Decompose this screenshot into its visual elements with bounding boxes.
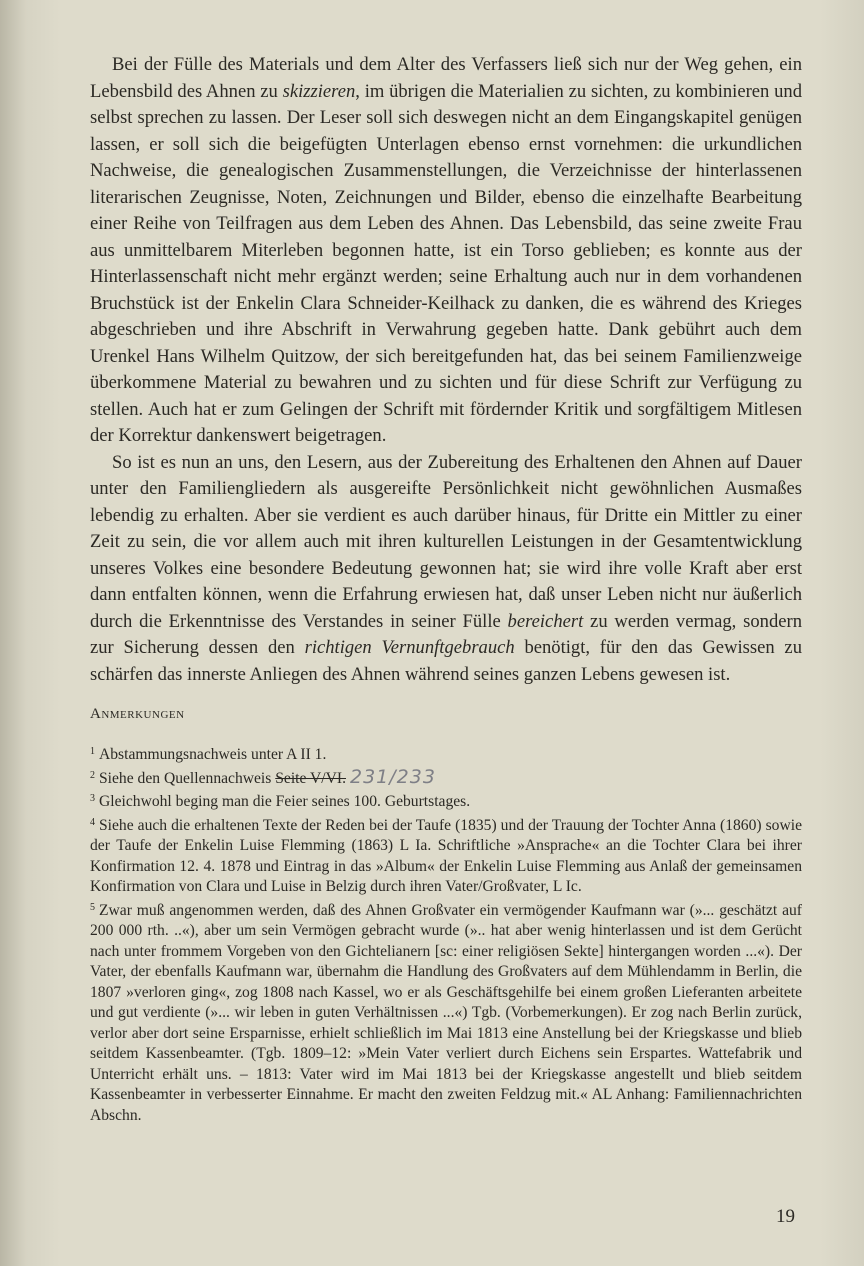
footnote-1: $^1$ Abstammungsnachweis unter A II 1. <box>90 746 327 763</box>
emphasis-bereichert: bereichert <box>507 610 584 632</box>
page-number: 19 <box>776 1206 795 1227</box>
pencil-annotation: 231/233 <box>350 765 436 788</box>
footnote-number: 4 <box>90 816 95 828</box>
footnote-2: $^2$ Siehe den Quellennachweis Seite V/VI. 231/233 <box>90 765 436 788</box>
footnote-3: $^3$ Gleichwohl beging man die Feier seines 100. Geburtstages. <box>90 793 471 810</box>
footnote-number: 3 <box>90 793 95 804</box>
paragraph-1: Bei der Fülle des Materials und dem Alter des Verfassers ließ sich nur der Weg gehen, ein Lebensbild des Ahnen zu skizzieren, im übrigen die Materialien zu sichten, zu kombinieren und selbst sprechen zu lassen. Der Leser soll sich deswegen nicht an dem Eingangskapitel genügen lassen, er soll sich die beigefügten Unterlagen ebenso ernst vornehmen: die urkundlichen Nachweise, die genealogischen Zusammenstellungen, die Verzeichnisse der hinterlassenen literarischen Zeugnisse, Noten, Zeichnungen und Bilder, ebenso die einzelhafte Bearbeitung einer Reihe von Teilfragen aus dem Leben des Ahnen. Das Lebensbild, das seine zweite Frau aus unmittelbarem Miterleben begonnen hatte, ist ein Torso geblieben; es konnte aus der Hinterlassenschaft nicht mehr ergänzt werden; seine Erhaltung auch nur in dem vorhandenen Bruchstück ist der Enkelin Clara Schneider-Keilhack zu danken, die es während des Krieges abgeschrieben und ihre Abschrift in Verwahrung gegeben hatte. Dank gebührt auch dem Urenkel Hans Wilhelm Quitzow, der sich bereitgefunden hat, das bei seinem Familienzweige überkommene Material zu bewahren und zu sichten und für diese Schrift zur Verfügung zu stellen. Auch hat er zum Gelingen der Schrift mit fördernder Kritik und sorgfältigem Mitlesen der Korrektur dankenswert beigetragen. <box>90 54 803 446</box>
footnote-5: $^5$ Zwar muß angenommen werden, daß des Ahnen Großvater ein vermögender Kaufmann war (»... geschätzt auf 200 000 rth. ..«), aber um sein Vermögen gebracht wurde (».. hat aber wenig hinterlassen und ist dem Gerücht nach unter frommem Vorgeben von den Gichtelianern [sc: einer religiösen Sekte] hintergangen worden ...«). Der Vater, der ebenfalls Kaufmann war, übernahm die Handlung des Großvaters auf dem Mühlendamm in Berlin, die 1807 »verloren ging«, zog 1808 nach Kassel, wo er als Geschäftsgehilfe bei einem großen Lieferanten arbeitete und gut verdiente (»... wir leben in guten Verhältnissen ...«) Tgb. (Vorbemerkungen). Er zog nach Berlin zurück, verlor aber dort seine Ersparnisse, erhielt schließlich im Mai 1813 eine Anstellung bei der Kriegskasse und blieb seitdem Kassenbeamter. (Tgb. 1809–12: »Mein Vater verliert durch Eichens sein Erspartes. Wattefabrik und Unterricht erhält uns. – 1813: Vater wird im Mai 1813 bei der Kriegskasse angestellt und blieb seitdem Kassenbeamter in verbesserter Einnahme. Er macht den zweiten Feldzug mit.« AL Anhang: Familiennachrichten Abschn. <box>90 901 802 1124</box>
footnote-4: $^4$ Siehe auch die erhaltenen Texte der Reden bei der Taufe (1835) und der Trauung der Tochter Anna (1860) sowie der Taufe der Enkelin Luise Flemming (1863) L Ia. Schriftliche »Ansprache« an die Tochter Clara bei ihrer Konfirmation 12. 4. 1878 und Eintrag in das »Album« der Enkelin Luise Flemming aus Anlaß der gemeinsamen Konfirmation von Clara und Luise in Belzig durch ihren Vater/Großvater, L Ic. <box>90 816 802 895</box>
emphasis-vernunftgebrauch: richtigen Vernunftgebrauch <box>304 637 515 658</box>
footnotes <box>90 742 802 1126</box>
struck-reference: Seite V/VI. <box>275 769 346 787</box>
footnote-number: 1 <box>90 746 95 757</box>
footnote-number: 2 <box>90 769 95 781</box>
footnote-number: 5 <box>90 901 95 913</box>
main-text <box>90 52 802 688</box>
paragraph-2: So ist es nun an uns, den Lesern, aus der Zubereitung des Erhaltenen den Ahnen auf Dauer unter den Familiengliedern als ausgereifte Persönlichkeit nicht gewöhnlichen Ausmaßes lebendig zu erhalten. Aber sie verdient es auch darüber hinaus, für Dritte ein Mittler zu einer Zeit zu sein, die vor allem auch mit ihren kulturellen Leistungen in der Gesamtentwicklung unseres Volkes eine besondere Bedeutung gewonnen hat; sie wird ihre volle Kraft aber erst dann entfalten können, wenn die Erfahrung erwiesen hat, daß unser Leben nicht nur äußerlich durch die Erkenntnisse des Verstandes in seiner Fülle bereichert zu werden vermag, sondern zur Sicherung dessen den richtigen Vernunftgebrauch benötigt, für den das Gewissen zu schärfen das innerste Anliegen des Ahnen während seines ganzen Lebens gewesen ist. <box>90 451 802 685</box>
notes-heading: Anmerkungen <box>90 706 185 722</box>
emphasis-skizzieren: skizzieren <box>282 80 356 102</box>
